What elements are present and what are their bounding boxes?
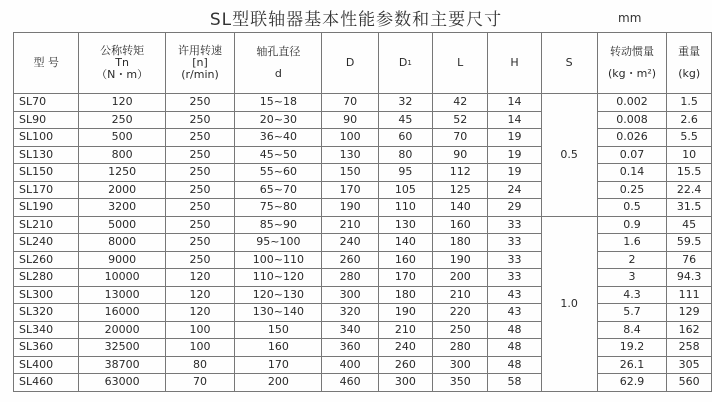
cell-model: SL130	[14, 146, 79, 164]
table-row	[14, 321, 712, 339]
cell-d1: 160	[378, 251, 432, 269]
cell-model: SL150	[14, 164, 79, 182]
cell-model: SL90	[14, 111, 79, 129]
header-torque: 公称转矩 Tn （N・m）	[79, 33, 165, 94]
cell-d: 400	[322, 356, 378, 374]
cell-tn: 16000	[79, 304, 165, 322]
cell-h: 33	[488, 269, 541, 287]
cell-tn: 1250	[79, 164, 165, 182]
cell-h: 29	[488, 199, 541, 217]
cell-l: 280	[433, 339, 488, 357]
cell-h: 48	[488, 321, 541, 339]
table-row	[14, 286, 712, 304]
cell-h: 33	[488, 251, 541, 269]
cell-h: 43	[488, 286, 541, 304]
cell-weight: 22.4	[667, 181, 712, 199]
cell-l: 300	[433, 356, 488, 374]
cell-n: 250	[165, 181, 234, 199]
table-row	[14, 94, 712, 112]
table-row	[14, 339, 712, 357]
cell-d: 200	[235, 374, 322, 392]
cell-inertia: 1.6	[597, 234, 667, 252]
cell-inertia: 0.9	[597, 216, 667, 234]
cell-d: 70	[322, 94, 378, 112]
cell-h: 43	[488, 304, 541, 322]
cell-n: 250	[165, 164, 234, 182]
cell-d: 160	[235, 339, 322, 357]
cell-weight: 2.6	[667, 111, 712, 129]
cell-l: 70	[433, 129, 488, 147]
cell-inertia: 0.5	[597, 199, 667, 217]
cell-l: 220	[433, 304, 488, 322]
table-row	[14, 181, 712, 199]
cell-d1: 105	[378, 181, 432, 199]
table-row	[14, 251, 712, 269]
cell-tn: 13000	[79, 286, 165, 304]
table-row	[14, 374, 712, 392]
cell-weight: 45	[667, 216, 712, 234]
header-bore: 轴孔直径 d	[235, 33, 322, 94]
table-row	[14, 216, 712, 234]
table-row	[14, 234, 712, 252]
cell-l: 190	[433, 251, 488, 269]
cell-model: SL100	[14, 129, 79, 147]
cell-tn: 3200	[79, 199, 165, 217]
cell-weight: 15.5	[667, 164, 712, 182]
header-S: S	[541, 33, 597, 94]
cell-n: 250	[165, 146, 234, 164]
cell-model: SL280	[14, 269, 79, 287]
cell-weight: 162	[667, 321, 712, 339]
cell-weight: 305	[667, 356, 712, 374]
table-row	[14, 146, 712, 164]
cell-model: SL240	[14, 234, 79, 252]
cell-d: 15~18	[235, 94, 322, 112]
cell-n: 70	[165, 374, 234, 392]
cell-d: 150	[322, 164, 378, 182]
cell-d: 300	[322, 286, 378, 304]
unit-label: mm	[618, 11, 642, 25]
cell-n: 100	[165, 339, 234, 357]
cell-inertia: 26.1	[597, 356, 667, 374]
cell-tn: 800	[79, 146, 165, 164]
cell-d: 95~100	[235, 234, 322, 252]
cell-inertia: 0.07	[597, 146, 667, 164]
cell-tn: 10000	[79, 269, 165, 287]
cell-tn: 38700	[79, 356, 165, 374]
cell-n: 250	[165, 111, 234, 129]
cell-tn: 120	[79, 94, 165, 112]
cell-tn: 9000	[79, 251, 165, 269]
cell-d1: 180	[378, 286, 432, 304]
cell-weight: 10	[667, 146, 712, 164]
cell-d1: 45	[378, 111, 432, 129]
cell-model: SL190	[14, 199, 79, 217]
cell-l: 125	[433, 181, 488, 199]
cell-h: 58	[488, 374, 541, 392]
cell-model: SL340	[14, 321, 79, 339]
cell-n: 80	[165, 356, 234, 374]
header-D1: $D_1$	[378, 33, 432, 94]
header-L: L	[433, 33, 488, 94]
cell-weight: 129	[667, 304, 712, 322]
cell-n: 250	[165, 216, 234, 234]
cell-d1: 32	[378, 94, 432, 112]
cell-model: SL320	[14, 304, 79, 322]
cell-h: 48	[488, 339, 541, 357]
cell-tn: 5000	[79, 216, 165, 234]
header-model: 型 号	[14, 33, 79, 94]
cell-weight: 59.5	[667, 234, 712, 252]
cell-inertia: 3	[597, 269, 667, 287]
cell-inertia: 2	[597, 251, 667, 269]
table-row	[14, 199, 712, 217]
cell-inertia: 0.008	[597, 111, 667, 129]
table-row	[14, 129, 712, 147]
cell-d1: 80	[378, 146, 432, 164]
header-speed: 许用转速 [n] (r/min)	[165, 33, 234, 94]
table-row	[14, 356, 712, 374]
table-row	[14, 164, 712, 182]
cell-l: 180	[433, 234, 488, 252]
cell-l: 200	[433, 269, 488, 287]
cell-l: 350	[433, 374, 488, 392]
cell-d: 460	[322, 374, 378, 392]
cell-weight: 258	[667, 339, 712, 357]
cell-model: SL70	[14, 94, 79, 112]
header-weight: 重量 (kg)	[667, 33, 712, 94]
cell-model: SL360	[14, 339, 79, 357]
cell-h: 19	[488, 146, 541, 164]
cell-d: 190	[322, 199, 378, 217]
header-H: H	[488, 33, 541, 94]
cell-s-group: 0.5	[541, 94, 597, 217]
cell-d: 340	[322, 321, 378, 339]
cell-model: SL170	[14, 181, 79, 199]
cell-h: 14	[488, 111, 541, 129]
cell-model: SL210	[14, 216, 79, 234]
cell-n: 120	[165, 269, 234, 287]
cell-h: 19	[488, 164, 541, 182]
cell-l: 42	[433, 94, 488, 112]
cell-d: 260	[322, 251, 378, 269]
table-header	[14, 33, 712, 94]
cell-model: SL300	[14, 286, 79, 304]
cell-model: SL260	[14, 251, 79, 269]
cell-d1: 60	[378, 129, 432, 147]
page-title: SL型联轴器基本性能参数和主要尺寸	[209, 10, 503, 30]
cell-tn: 32500	[79, 339, 165, 357]
cell-l: 250	[433, 321, 488, 339]
cell-d1: 190	[378, 304, 432, 322]
cell-d: 75~80	[235, 199, 322, 217]
cell-d: 210	[322, 216, 378, 234]
cell-d: 170	[235, 356, 322, 374]
cell-weight: 31.5	[667, 199, 712, 217]
cell-d1: 130	[378, 216, 432, 234]
cell-d: 130	[322, 146, 378, 164]
cell-d1: 140	[378, 234, 432, 252]
cell-d: 20~30	[235, 111, 322, 129]
cell-d1: 210	[378, 321, 432, 339]
header-inertia: 转动惯量 (kg・m²)	[597, 33, 667, 94]
cell-weight: 1.5	[667, 94, 712, 112]
cell-h: 14	[488, 94, 541, 112]
cell-d: 280	[322, 269, 378, 287]
cell-h: 33	[488, 216, 541, 234]
cell-inertia: 62.9	[597, 374, 667, 392]
cell-tn: 20000	[79, 321, 165, 339]
table-row	[14, 304, 712, 322]
cell-inertia: 5.7	[597, 304, 667, 322]
cell-d: 150	[235, 321, 322, 339]
cell-s-group: 1.0	[541, 216, 597, 391]
cell-inertia: 19.2	[597, 339, 667, 357]
cell-l: 52	[433, 111, 488, 129]
cell-d: 90	[322, 111, 378, 129]
cell-h: 33	[488, 234, 541, 252]
cell-d1: 95	[378, 164, 432, 182]
cell-weight: 5.5	[667, 129, 712, 147]
cell-weight: 76	[667, 251, 712, 269]
cell-n: 120	[165, 304, 234, 322]
cell-d: 100~110	[235, 251, 322, 269]
cell-tn: 250	[79, 111, 165, 129]
cell-d1: 110	[378, 199, 432, 217]
cell-model: SL460	[14, 374, 79, 392]
header-D: D	[322, 33, 378, 94]
cell-inertia: 8.4	[597, 321, 667, 339]
cell-d: 55~60	[235, 164, 322, 182]
cell-d1: 240	[378, 339, 432, 357]
cell-h: 24	[488, 181, 541, 199]
cell-d1: 260	[378, 356, 432, 374]
cell-n: 250	[165, 129, 234, 147]
cell-weight: 560	[667, 374, 712, 392]
cell-d: 36~40	[235, 129, 322, 147]
cell-n: 250	[165, 251, 234, 269]
cell-d1: 170	[378, 269, 432, 287]
cell-model: SL400	[14, 356, 79, 374]
cell-n: 250	[165, 234, 234, 252]
cell-l: 160	[433, 216, 488, 234]
table-body	[14, 94, 712, 392]
cell-d: 65~70	[235, 181, 322, 199]
cell-inertia: 0.002	[597, 94, 667, 112]
cell-weight: 111	[667, 286, 712, 304]
cell-l: 90	[433, 146, 488, 164]
cell-inertia: 0.14	[597, 164, 667, 182]
cell-weight: 94.3	[667, 269, 712, 287]
cell-d1: 300	[378, 374, 432, 392]
cell-tn: 2000	[79, 181, 165, 199]
cell-d: 170	[322, 181, 378, 199]
cell-d: 240	[322, 234, 378, 252]
cell-inertia: 4.3	[597, 286, 667, 304]
cell-d: 320	[322, 304, 378, 322]
cell-d: 360	[322, 339, 378, 357]
cell-d: 110~120	[235, 269, 322, 287]
cell-h: 19	[488, 129, 541, 147]
cell-tn: 63000	[79, 374, 165, 392]
cell-d: 85~90	[235, 216, 322, 234]
cell-tn: 500	[79, 129, 165, 147]
cell-h: 48	[488, 356, 541, 374]
cell-tn: 8000	[79, 234, 165, 252]
cell-n: 100	[165, 321, 234, 339]
cell-d: 100	[322, 129, 378, 147]
spec-table	[13, 32, 712, 392]
cell-n: 120	[165, 286, 234, 304]
cell-l: 140	[433, 199, 488, 217]
cell-inertia: 0.026	[597, 129, 667, 147]
table-row	[14, 111, 712, 129]
cell-d: 120~130	[235, 286, 322, 304]
table-row	[14, 269, 712, 287]
cell-l: 112	[433, 164, 488, 182]
cell-n: 250	[165, 94, 234, 112]
cell-d: 45~50	[235, 146, 322, 164]
cell-n: 250	[165, 199, 234, 217]
cell-d: 130~140	[235, 304, 322, 322]
cell-l: 210	[433, 286, 488, 304]
cell-inertia: 0.25	[597, 181, 667, 199]
